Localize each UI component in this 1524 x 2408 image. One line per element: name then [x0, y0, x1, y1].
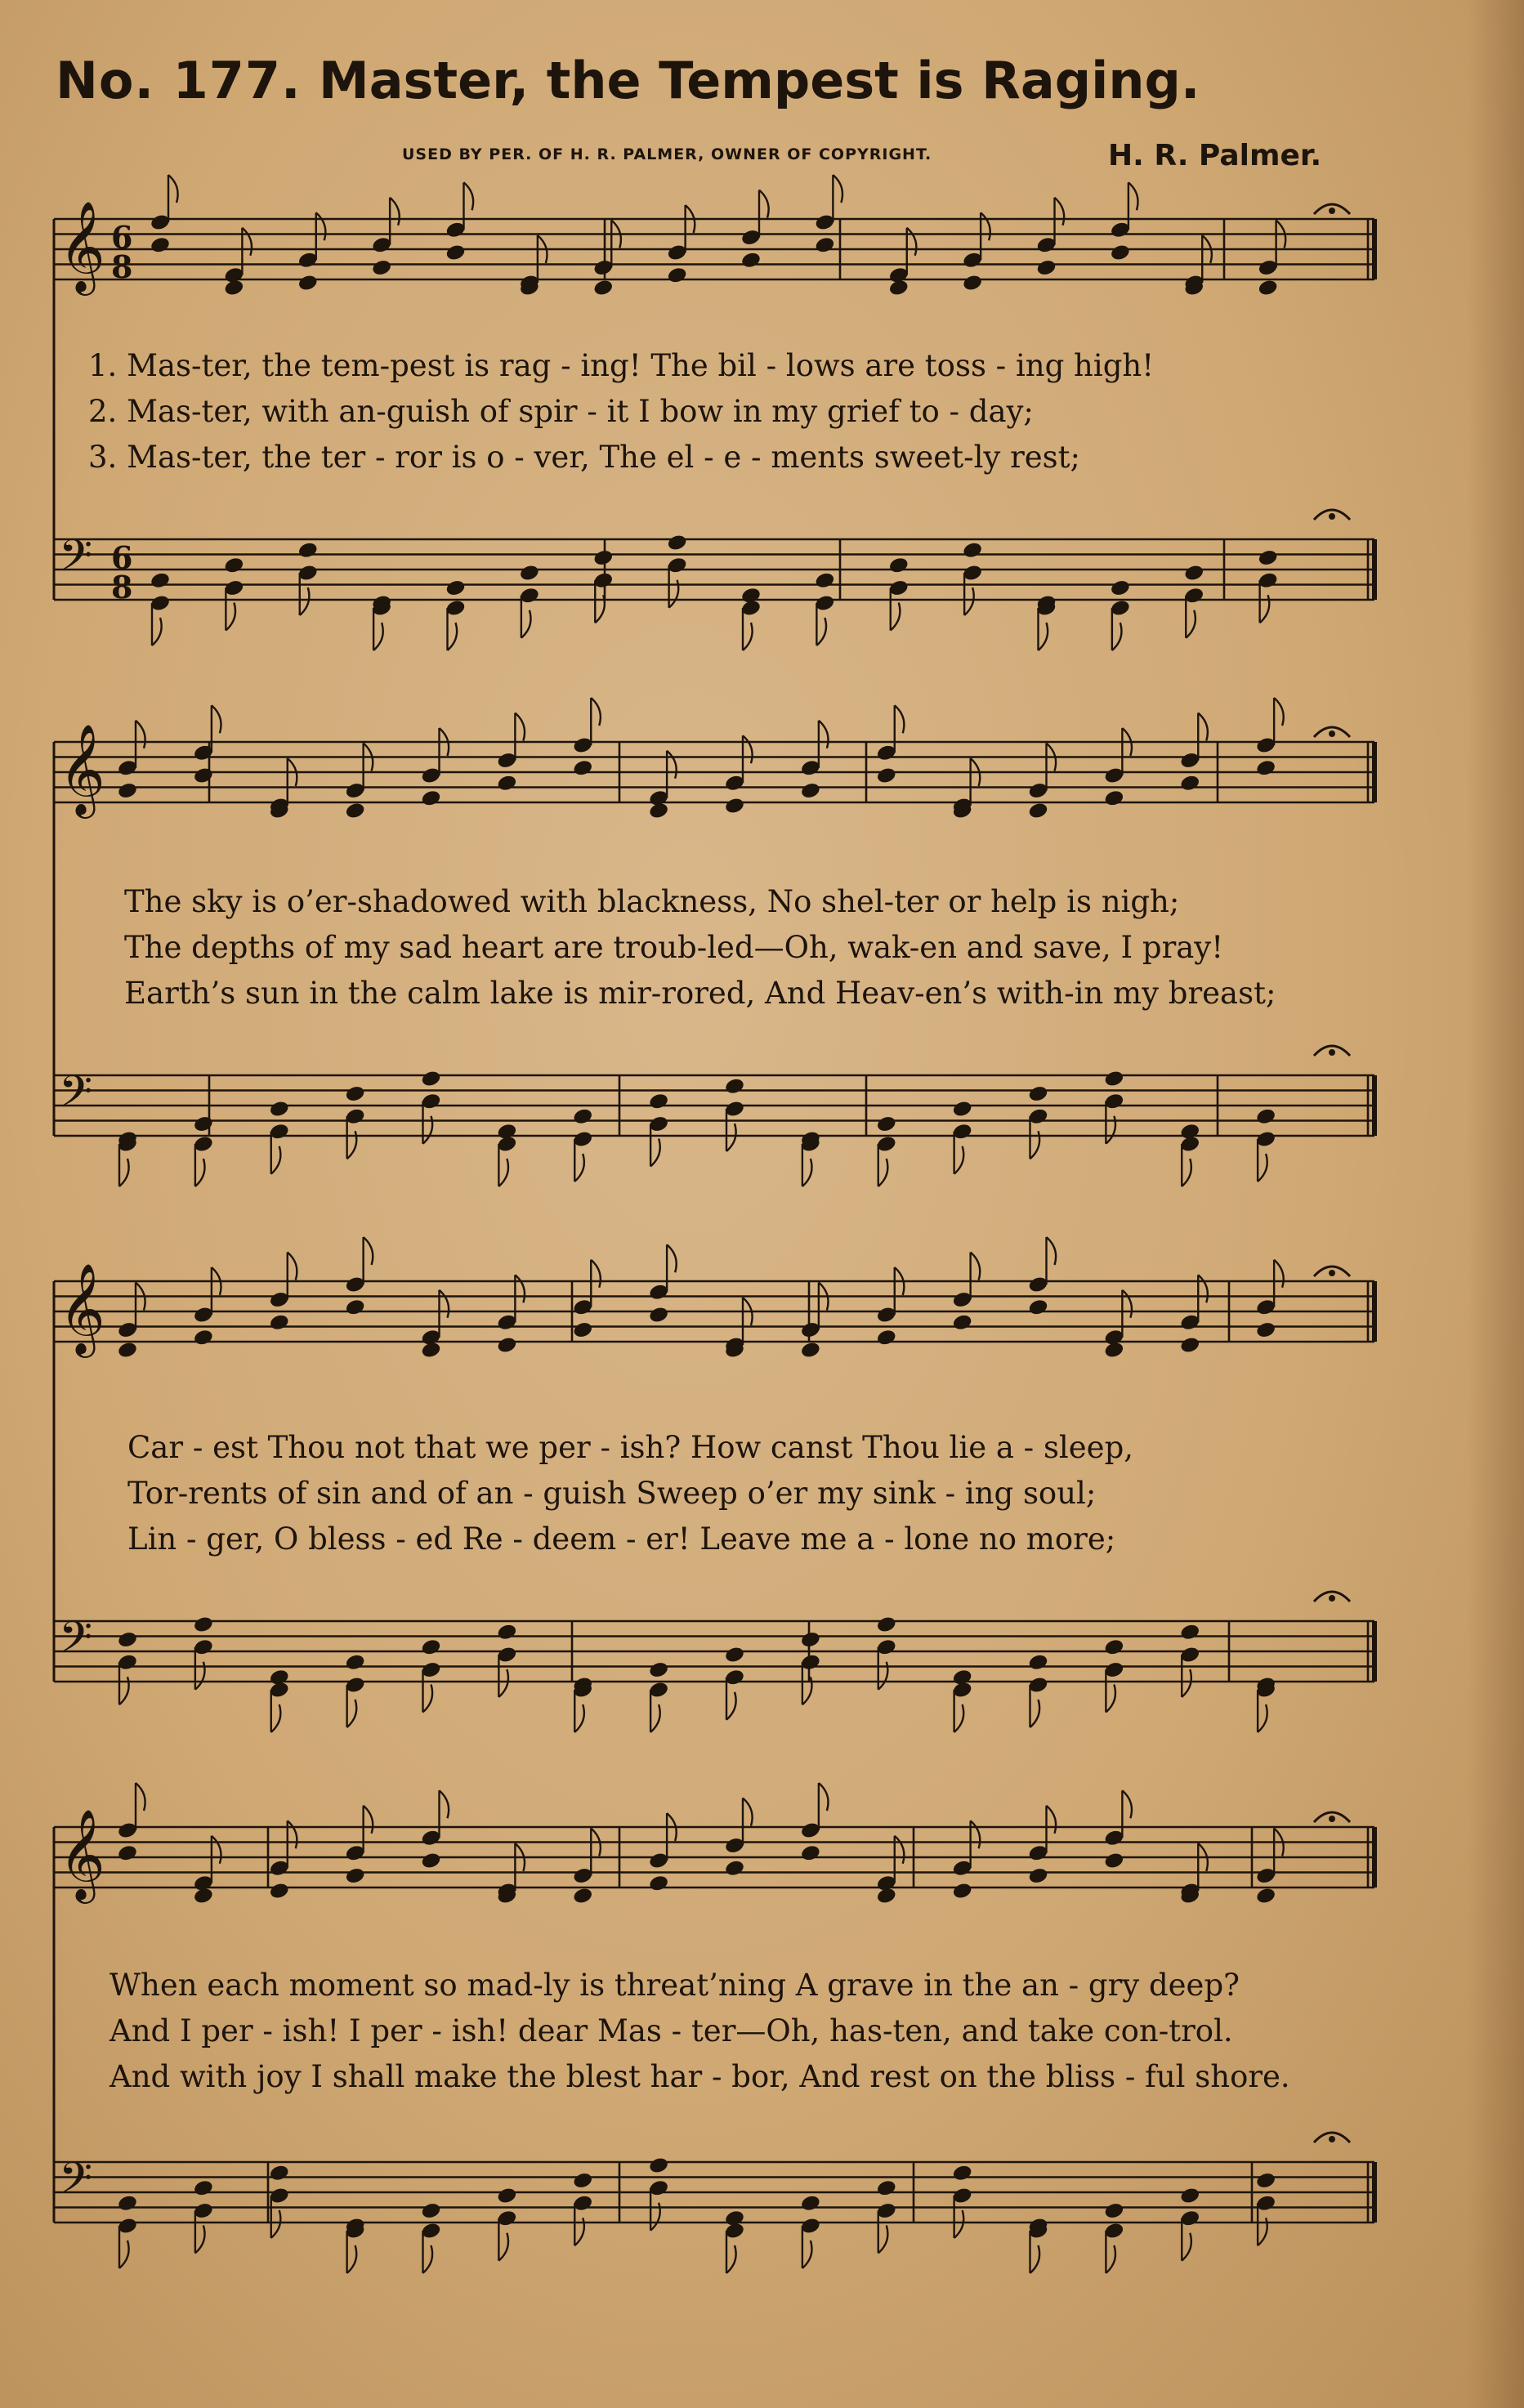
note-flag [119, 2240, 129, 2268]
time-signature-denominator: 8 [111, 569, 133, 605]
note-flag [574, 1154, 584, 1182]
note-flag [168, 175, 178, 203]
note-flag [440, 1790, 449, 1818]
note-flag [423, 1685, 433, 1713]
note-flag [667, 1244, 677, 1272]
note-head [496, 1623, 517, 1642]
note-flag [136, 1783, 145, 1811]
note-head [648, 802, 669, 820]
note-flag [878, 1159, 888, 1186]
time-signature-numerator: 6 [111, 219, 133, 256]
note-head [193, 1115, 214, 1133]
note-head [1255, 758, 1276, 777]
note-head [667, 534, 688, 552]
note-head [420, 1341, 441, 1360]
bass-clef-symbol: 𝄢 [59, 1067, 93, 1128]
note-flag [591, 1260, 601, 1288]
note-flag [288, 1821, 297, 1848]
note-flag [1030, 2245, 1040, 2273]
note-flag [464, 182, 474, 210]
note-head [117, 1341, 138, 1360]
note-head [876, 1115, 897, 1133]
note-flag [895, 705, 905, 733]
note-flag [1186, 610, 1196, 638]
note-flag [1106, 1685, 1115, 1713]
note-flag [271, 1146, 281, 1174]
note-head [1179, 1336, 1200, 1355]
note-head [445, 243, 466, 262]
note-head [814, 235, 835, 254]
note-flag [650, 1139, 660, 1167]
note-flag [347, 1700, 357, 1727]
note-flag [667, 751, 677, 779]
note-head [800, 2194, 821, 2213]
fermata-dot [1329, 513, 1335, 520]
note-head [876, 766, 897, 785]
note-head [952, 1882, 973, 1901]
fermata-dot [1329, 2136, 1335, 2142]
note-head [1103, 1070, 1124, 1088]
treble-clef-symbol: 𝄞 [59, 723, 105, 815]
note-head [888, 556, 909, 574]
note-head [345, 1866, 366, 1885]
treble-clef-symbol: 𝄞 [59, 200, 105, 292]
note-head [420, 1637, 441, 1656]
note-head [496, 774, 517, 793]
note-head [800, 781, 821, 800]
fermata-dot [1329, 1049, 1335, 1056]
fermata-dot [1329, 208, 1335, 214]
note-head [1103, 1637, 1124, 1656]
note-head [1110, 579, 1131, 597]
note-head [150, 235, 171, 254]
note-flag [802, 2240, 812, 2268]
note-head [1183, 564, 1204, 583]
note-head [1035, 258, 1057, 277]
note-head [648, 1874, 669, 1892]
note-flag [981, 212, 990, 240]
lyric-system-3-verse-3: Lin - ger, O bless - ed Re - deem - er! Leave me a - lone no more; [127, 1521, 1116, 1557]
note-head [572, 758, 593, 777]
note-head [800, 1843, 821, 1862]
note-head [496, 2187, 517, 2205]
lyric-system-3-verse-2: Tor-rents of sin and of an - guish Sweep o’er my sink - ing soul; [127, 1476, 1097, 1511]
note-head [952, 1100, 973, 1119]
note-head [223, 556, 244, 574]
note-head [1179, 774, 1200, 793]
note-head [496, 1336, 517, 1355]
note-flag [964, 587, 974, 615]
note-flag [1198, 713, 1208, 741]
lyric-system-4-verse-3: And with joy I shall make the blest har - bor, And rest on the bliss - ful shore. [109, 2059, 1290, 2094]
note-head [519, 564, 540, 583]
note-flag [521, 610, 531, 638]
note-head [117, 781, 138, 800]
note-flag [1047, 1237, 1057, 1265]
note-flag [802, 1159, 812, 1186]
note-head [648, 1092, 669, 1110]
note-flag [726, 1124, 736, 1151]
hymn-number: No. 177. [56, 51, 302, 110]
bass-clef-symbol: 𝄢 [59, 531, 93, 592]
note-head [1255, 1887, 1276, 1905]
note-head [193, 2178, 214, 2197]
note-head [269, 1313, 290, 1332]
note-flag [195, 1159, 205, 1186]
note-head [724, 1077, 745, 1096]
copyright-notice: USED BY PER. OF H. R. PALMER, OWNER OF COPYRIGHT. [402, 145, 932, 163]
fermata-dot [1329, 1595, 1335, 1602]
lyric-system-4-verse-1: When each moment so mad-ly is threat’ning A grave in the an - gry deep? [109, 1968, 1240, 2003]
note-flag [1122, 1790, 1132, 1818]
note-head [572, 2171, 593, 2190]
note-head [445, 579, 466, 597]
note-flag [971, 1253, 981, 1280]
note-head [117, 2194, 138, 2213]
note-head [592, 279, 614, 297]
note-flag [726, 1692, 736, 1720]
note-flag [195, 2226, 205, 2254]
note-flag [242, 228, 252, 256]
note-flag [743, 1798, 753, 1826]
note-head [1255, 1320, 1276, 1339]
note-head [648, 1660, 669, 1679]
note-flag [1258, 1154, 1267, 1182]
note-flag [819, 721, 829, 748]
lyric-system-1-verse-2: 2. Mas-ter, with an-guish of spir - it I bow in my grief to - day; [88, 394, 1034, 429]
note-head [1179, 1623, 1200, 1642]
note-flag [1122, 1290, 1132, 1318]
note-flag [212, 705, 221, 733]
note-head [345, 1653, 366, 1672]
lyric-system-3-verse-1: Car - est Thou not that we per - ish? How canst Thou lie a - sleep, [127, 1430, 1134, 1465]
note-flag [954, 1704, 964, 1732]
note-head [572, 1887, 593, 1905]
note-flag [833, 175, 842, 203]
note-head [223, 279, 244, 297]
note-head [1027, 802, 1048, 820]
note-head [150, 571, 171, 590]
note-head [297, 541, 319, 560]
note-flag [390, 198, 400, 226]
note-head [269, 1882, 290, 1901]
note-head [592, 548, 614, 567]
treble-clef-symbol: 𝄞 [59, 1262, 105, 1354]
note-head [814, 571, 835, 590]
note-flag [954, 1146, 964, 1174]
note-flag [364, 1806, 373, 1834]
note-head [648, 1306, 669, 1325]
note-flag [816, 618, 826, 646]
note-flag [895, 1836, 905, 1864]
note-head [1258, 279, 1279, 297]
note-head [345, 1084, 366, 1103]
note-head [724, 797, 745, 815]
note-head [876, 1615, 897, 1634]
note-flag [373, 623, 383, 650]
note-flag [971, 1821, 981, 1848]
note-head [1255, 2171, 1276, 2190]
note-flag [152, 618, 162, 646]
note-flag [1182, 2233, 1191, 2261]
lyric-system-1-verse-3: 3. Mas-ter, the ter - ror is o - ver, The el - e - ments sweet-ly rest; [88, 440, 1080, 475]
note-flag [1258, 1704, 1267, 1732]
bass-clef-symbol: 𝄢 [59, 2154, 93, 2214]
composer-credit: H. R. Palmer. [1108, 139, 1322, 172]
note-flag [136, 721, 145, 748]
note-flag [743, 623, 753, 650]
lyric-system-2-verse-3: Earth’s sun in the calm lake is mir-rored, And Heav-en’s with-in my breast; [124, 976, 1276, 1011]
lyric-system-2-verse-2: The depths of my sad heart are troub-led—Oh, wak-en and save, I pray! [124, 930, 1224, 965]
treble-clef-symbol: 𝄞 [59, 1808, 105, 1900]
note-flag [891, 603, 901, 631]
note-head [667, 266, 688, 284]
lyric-system-2-verse-1: The sky is o’er-shadowed with blackness, No shel-ter or help is nigh; [124, 884, 1180, 919]
note-flag [1128, 182, 1138, 210]
note-head [117, 1843, 138, 1862]
note-flag [954, 2210, 964, 2238]
note-flag [878, 2226, 888, 2254]
note-head [724, 1646, 745, 1664]
note-head [952, 2164, 973, 2182]
note-flag [515, 1275, 525, 1302]
note-flag [819, 1783, 829, 1811]
note-flag [300, 587, 310, 615]
note-head [1103, 2201, 1124, 2220]
note-flag [212, 1836, 221, 1864]
note-head [193, 1887, 214, 1905]
note-head [345, 1298, 366, 1316]
note-flag [743, 735, 753, 763]
time-signature-denominator: 8 [111, 248, 133, 285]
note-head [193, 1615, 214, 1634]
hymn-title: Master, the Tempest is Raging. [319, 51, 1200, 110]
note-head [420, 1070, 441, 1088]
note-head [1103, 1341, 1124, 1360]
note-flag [271, 1704, 281, 1732]
note-flag [1047, 1806, 1057, 1834]
note-flag [498, 1669, 508, 1697]
note-flag [574, 1704, 584, 1732]
fermata-dot [1329, 1816, 1335, 1822]
note-flag [1030, 1700, 1040, 1727]
note-head [1027, 1653, 1048, 1672]
note-head [1110, 243, 1131, 262]
note-head [371, 258, 392, 277]
note-flag [498, 1159, 508, 1186]
note-head [1179, 2187, 1200, 2205]
note-flag [1274, 698, 1284, 726]
note-head [740, 251, 762, 270]
note-head [962, 274, 983, 293]
note-head [1027, 1084, 1048, 1103]
note-head [572, 1107, 593, 1126]
bass-clef-symbol: 𝄢 [59, 1613, 93, 1673]
note-flag [1198, 1275, 1208, 1302]
note-head [876, 2178, 897, 2197]
note-head [1027, 1866, 1048, 1885]
note-head [117, 1630, 138, 1649]
note-flag [1182, 1159, 1191, 1186]
note-flag [1274, 1260, 1284, 1288]
note-flag [907, 228, 917, 256]
note-head [724, 1859, 745, 1878]
note-flag [448, 623, 458, 650]
note-flag [423, 2245, 433, 2273]
note-head [420, 1852, 441, 1870]
note-head [269, 1100, 290, 1119]
note-flag [271, 2210, 281, 2238]
note-flag [364, 1237, 373, 1265]
note-flag [1106, 2245, 1115, 2273]
note-head [1027, 1298, 1048, 1316]
note-head [193, 766, 214, 785]
note-head [876, 1328, 897, 1347]
note-head [1103, 1852, 1124, 1870]
fermata-dot [1329, 730, 1335, 737]
note-head [800, 1630, 821, 1649]
note-head [952, 1313, 973, 1332]
note-flag [119, 1159, 129, 1186]
note-head [420, 2201, 441, 2220]
note-flag [347, 2245, 357, 2273]
note-head [888, 279, 909, 297]
note-flag [1039, 623, 1048, 650]
note-flag [498, 2233, 508, 2261]
lyric-system-4-verse-2: And I per - ish! I per - ish! dear Mas - ter—Oh, has-ten, and take con-trol. [109, 2013, 1233, 2048]
note-head [800, 1341, 821, 1360]
note-flag [759, 190, 769, 218]
note-head [269, 2164, 290, 2182]
note-flag [515, 713, 525, 741]
note-head [572, 1320, 593, 1339]
note-flag [316, 212, 326, 240]
note-head [1103, 789, 1124, 807]
note-head [962, 541, 983, 560]
note-head [1258, 548, 1279, 567]
note-flag [288, 1253, 297, 1280]
note-head [420, 789, 441, 807]
note-head [345, 802, 366, 820]
note-head [193, 1328, 214, 1347]
note-flag [226, 603, 235, 631]
note-flag [591, 698, 601, 726]
note-head [1255, 1107, 1276, 1126]
lyric-system-1-verse-1: 1. Mas-ter, the tem-pest is rag - ing! The bil - lows are toss - ing high! [88, 348, 1155, 383]
note-flag [440, 1290, 449, 1318]
note-flag [1112, 623, 1122, 650]
time-signature-numerator: 6 [111, 539, 133, 576]
note-flag [726, 2245, 736, 2273]
note-flag [1182, 1669, 1191, 1697]
note-flag [1055, 198, 1065, 226]
note-head [876, 1887, 897, 1905]
note-head [297, 274, 319, 293]
note-flag [650, 1704, 660, 1732]
note-head [648, 2156, 669, 2175]
fermata-dot [1329, 1270, 1335, 1276]
